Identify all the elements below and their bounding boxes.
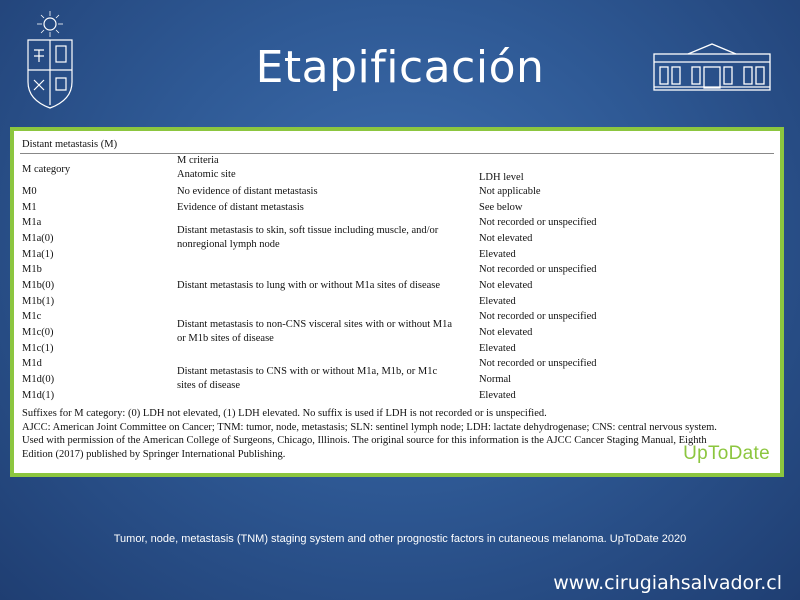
m-category-cell: M1c(0): [22, 327, 54, 338]
m-category-cell: M1b: [22, 264, 42, 275]
uptodate-logo: UpToDate: [683, 443, 770, 464]
m-category-cell: M1a: [22, 217, 42, 228]
ldh-cell: Elevated: [479, 343, 516, 354]
table-heading: Distant metastasis (M): [22, 139, 118, 150]
m-category-cell: M1b(0): [22, 280, 55, 291]
m-category-cell: M1: [22, 202, 37, 213]
m-category-cell: M1d(1): [22, 390, 55, 401]
footnote-line: Suffixes for M category: (0) LDH not elevated, (1) LDH elevated. No suffix is used if LDH is not recorded or is unspecified.: [22, 408, 547, 419]
staging-table-card: [10, 127, 784, 477]
header-anatomic-site: Anatomic site: [177, 169, 236, 180]
m-category-cell: M1a(0): [22, 233, 54, 244]
anatomic-site-cell: Distant metastasis to skin, soft tissue including muscle, and/or: [177, 225, 439, 236]
ldh-cell: Elevated: [479, 296, 516, 307]
slide-caption: Tumor, node, metastasis (TNM) staging system and other prognostic factors in cutaneous melanoma. UpToDate 2020: [113, 533, 687, 545]
footnote-line: Used with permission of the American College of Surgeons, Chicago, Illinois. The original source for this information is the AJCC Cancer Staging Manual, Eighth: [22, 435, 707, 446]
footnote-line: Edition (2017) published by Springer International Publishing.: [22, 448, 286, 460]
website-link[interactable]: www.cirugiahsalvador.cl: [553, 572, 782, 594]
ldh-cell: Not recorded or unspecified: [479, 264, 597, 275]
anatomic-site-cell: Distant metastasis to lung with or without M1a sites of disease: [177, 280, 441, 291]
ldh-cell: Elevated: [479, 249, 516, 260]
ldh-cell: Not recorded or unspecified: [479, 217, 597, 228]
ldh-cell: Not elevated: [479, 280, 533, 291]
header-divider: [20, 153, 774, 154]
header-m-category: M category: [22, 164, 71, 175]
ldh-cell: Not recorded or unspecified: [479, 311, 597, 322]
ldh-cell: Elevated: [479, 390, 516, 401]
ldh-cell: Normal: [479, 374, 512, 385]
m-category-cell: M1d: [22, 358, 42, 369]
header-ldh-level: LDH level: [479, 172, 524, 183]
ldh-cell: Not elevated: [479, 327, 533, 338]
anatomic-site-cell: nonregional lymph node: [177, 239, 280, 250]
staging-table: [14, 131, 780, 473]
anatomic-site-cell: or M1b sites of disease: [177, 333, 274, 344]
ldh-cell: Not recorded or unspecified: [479, 358, 597, 369]
anatomic-site-cell: sites of disease: [177, 380, 240, 391]
table-footnotes: [22, 407, 774, 461]
m-category-cell: M1b(1): [22, 296, 55, 307]
ldh-cell: Not elevated: [479, 233, 533, 244]
footnote-line: AJCC: American Joint Committee on Cancer; TNM: tumor, node, metastasis; SLN: sentinel lymph node; LDH: lactate dehydrogenase; CNS: central nervous system.: [22, 421, 717, 433]
anatomic-site-cell: Distant metastasis to CNS with or without M1a, M1b, or M1c: [177, 366, 438, 377]
m-category-cell: M0: [22, 186, 37, 197]
ldh-cell: See below: [479, 202, 523, 213]
header-m-criteria: M criteria: [177, 155, 219, 166]
anatomic-site-cell: Distant metastasis to non-CNS visceral sites with or without M1a: [177, 319, 453, 330]
m-category-cell: M1c: [22, 311, 42, 322]
m-category-cell: M1d(0): [22, 374, 55, 385]
anatomic-site-cell: Evidence of distant metastasis: [177, 202, 304, 213]
m-category-cell: M1c(1): [22, 343, 54, 354]
slide-title: Etapificación: [255, 42, 545, 93]
m-category-cell: M1a(1): [22, 249, 54, 260]
ldh-cell: Not applicable: [479, 186, 541, 197]
anatomic-site-cell: No evidence of distant metastasis: [177, 186, 318, 197]
